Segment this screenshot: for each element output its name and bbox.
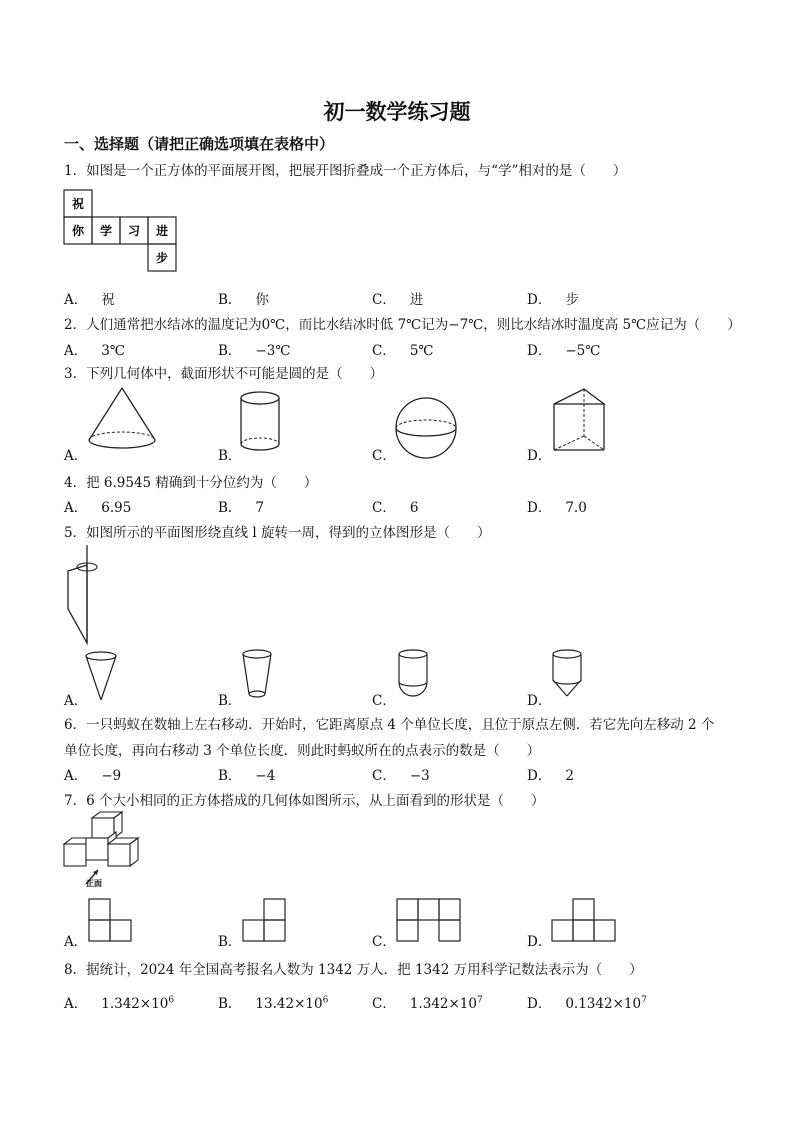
q4-option-c[interactable]: C． 6 bbox=[372, 500, 419, 516]
q8-option-b[interactable]: B． $13.42\times 10^6$ bbox=[218, 995, 329, 1012]
q8-option-a[interactable]: A． $1.342\times 10^6$ bbox=[64, 995, 175, 1012]
section-heading: 一、选择题（请把正确选项填在表格中） bbox=[64, 135, 335, 153]
q2-option-a[interactable]: A． 3℃ bbox=[64, 343, 125, 359]
q8-option-d[interactable]: D． $0.1342\times 10^7$ bbox=[527, 995, 647, 1012]
q2-option-d[interactable]: D． −5℃ bbox=[527, 343, 601, 359]
cylinder-hemisphere-figure bbox=[396, 648, 430, 700]
q5-option-d[interactable]: D． bbox=[527, 693, 552, 709]
q8-option-c[interactable]: C． $1.342\times 10^7$ bbox=[372, 995, 483, 1012]
q4-option-a[interactable]: A． 6.95 bbox=[64, 500, 132, 516]
question-6-stem: 6．一只蚂蚁在数轴上左右移动．开始时，它距离原点 4 个单位长度，且位于原点左侧．若它先向左移动 2 个 bbox=[64, 717, 715, 733]
q5-option-b[interactable]: B． bbox=[218, 693, 242, 709]
frustum-figure bbox=[240, 648, 274, 700]
q5-option-a[interactable]: A． bbox=[64, 693, 88, 709]
top-view-d-figure bbox=[551, 898, 617, 944]
cylinder-figure bbox=[238, 390, 282, 454]
q6-option-c[interactable]: C． −3 bbox=[372, 768, 430, 784]
question-4-stem: 4．把 6.9545 精确到十分位约为（ ） bbox=[64, 475, 318, 491]
page-title: 初一数学练习题 bbox=[323, 99, 471, 124]
net-cell-3: 学 bbox=[99, 224, 113, 238]
q7-option-b[interactable]: B． bbox=[218, 934, 242, 950]
q7-option-d[interactable]: D． bbox=[527, 934, 552, 950]
q1-option-d[interactable]: D． 步 bbox=[527, 292, 579, 308]
question-5-stem: 5．如图所示的平面图形绕直线 l 旋转一周，得到的立体图形是（ ） bbox=[64, 525, 491, 541]
q2-option-c[interactable]: C． 5℃ bbox=[372, 343, 434, 359]
question-8-stem: 8．据统计，2024 年全国高考报名人数为 1342 万人．把 1342 万用科学记数法表示为（ ） bbox=[64, 962, 643, 978]
sphere-figure bbox=[394, 396, 458, 460]
q6-option-a[interactable]: A． −9 bbox=[64, 768, 122, 784]
q3-option-c[interactable]: C． bbox=[372, 448, 396, 464]
question-2-stem: 2．人们通常把水结冰的温度记为0℃，而比水结冰时低 7℃记为−7℃，则比水结冰时温度高 5℃应记为（ ） bbox=[64, 317, 741, 333]
top-view-c-figure bbox=[396, 898, 462, 944]
q7-option-c[interactable]: C． bbox=[372, 934, 396, 950]
question-6-stem-line2: 单位长度，再向右移动 3 个单位长度．则此时蚂蚁所在的点表示的数是（ ） bbox=[64, 743, 541, 759]
triangular-prism-figure bbox=[551, 386, 609, 456]
net-cell-2: 你 bbox=[71, 224, 85, 238]
top-view-b-figure bbox=[242, 898, 288, 944]
q5-option-c[interactable]: C． bbox=[372, 693, 396, 709]
question-7-stem: 7．6 个大小相同的正方体搭成的几何体如图所示，从上面看到的形状是（ ） bbox=[64, 793, 545, 809]
cone-figure bbox=[86, 386, 158, 450]
front-label: 正面 bbox=[86, 879, 102, 888]
net-cell-6: 步 bbox=[155, 251, 169, 265]
net-cell-4: 习 bbox=[127, 224, 141, 238]
q1-option-c[interactable]: C． 进 bbox=[372, 292, 424, 308]
q6-option-b[interactable]: B． −4 bbox=[218, 768, 276, 784]
q4-option-d[interactable]: D． 7.0 bbox=[527, 500, 587, 516]
q2-option-b[interactable]: B． −3℃ bbox=[218, 343, 291, 359]
question-1-stem: 1．如图是一个正方体的平面展开图，把展开图折叠成一个正方体后，与“学”相对的是（ ） bbox=[64, 163, 627, 179]
q3-option-b[interactable]: B． bbox=[218, 448, 242, 464]
question-3-stem: 3．下列几何体中，截面形状不可能是圆的是（ ） bbox=[64, 366, 384, 382]
q3-option-a[interactable]: A． bbox=[64, 448, 88, 464]
q3-option-d[interactable]: D． bbox=[527, 448, 552, 464]
q1-option-b[interactable]: B． 你 bbox=[218, 292, 269, 308]
net-cell-5: 进 bbox=[155, 224, 169, 238]
q6-option-d[interactable]: D． 2 bbox=[527, 768, 574, 784]
net-cell-1: 祝 bbox=[71, 197, 85, 211]
q1-option-a[interactable]: A． 祝 bbox=[64, 292, 115, 308]
stacked-cubes-figure bbox=[64, 812, 148, 888]
cylinder-cone-figure bbox=[550, 648, 584, 700]
q7-option-a[interactable]: A． bbox=[64, 934, 88, 950]
cube-net-figure bbox=[64, 190, 176, 272]
cone-down-figure bbox=[84, 650, 118, 702]
top-view-a-figure bbox=[88, 898, 134, 944]
rotation-shape-figure bbox=[60, 545, 100, 645]
q4-option-b[interactable]: B． 7 bbox=[218, 500, 265, 516]
